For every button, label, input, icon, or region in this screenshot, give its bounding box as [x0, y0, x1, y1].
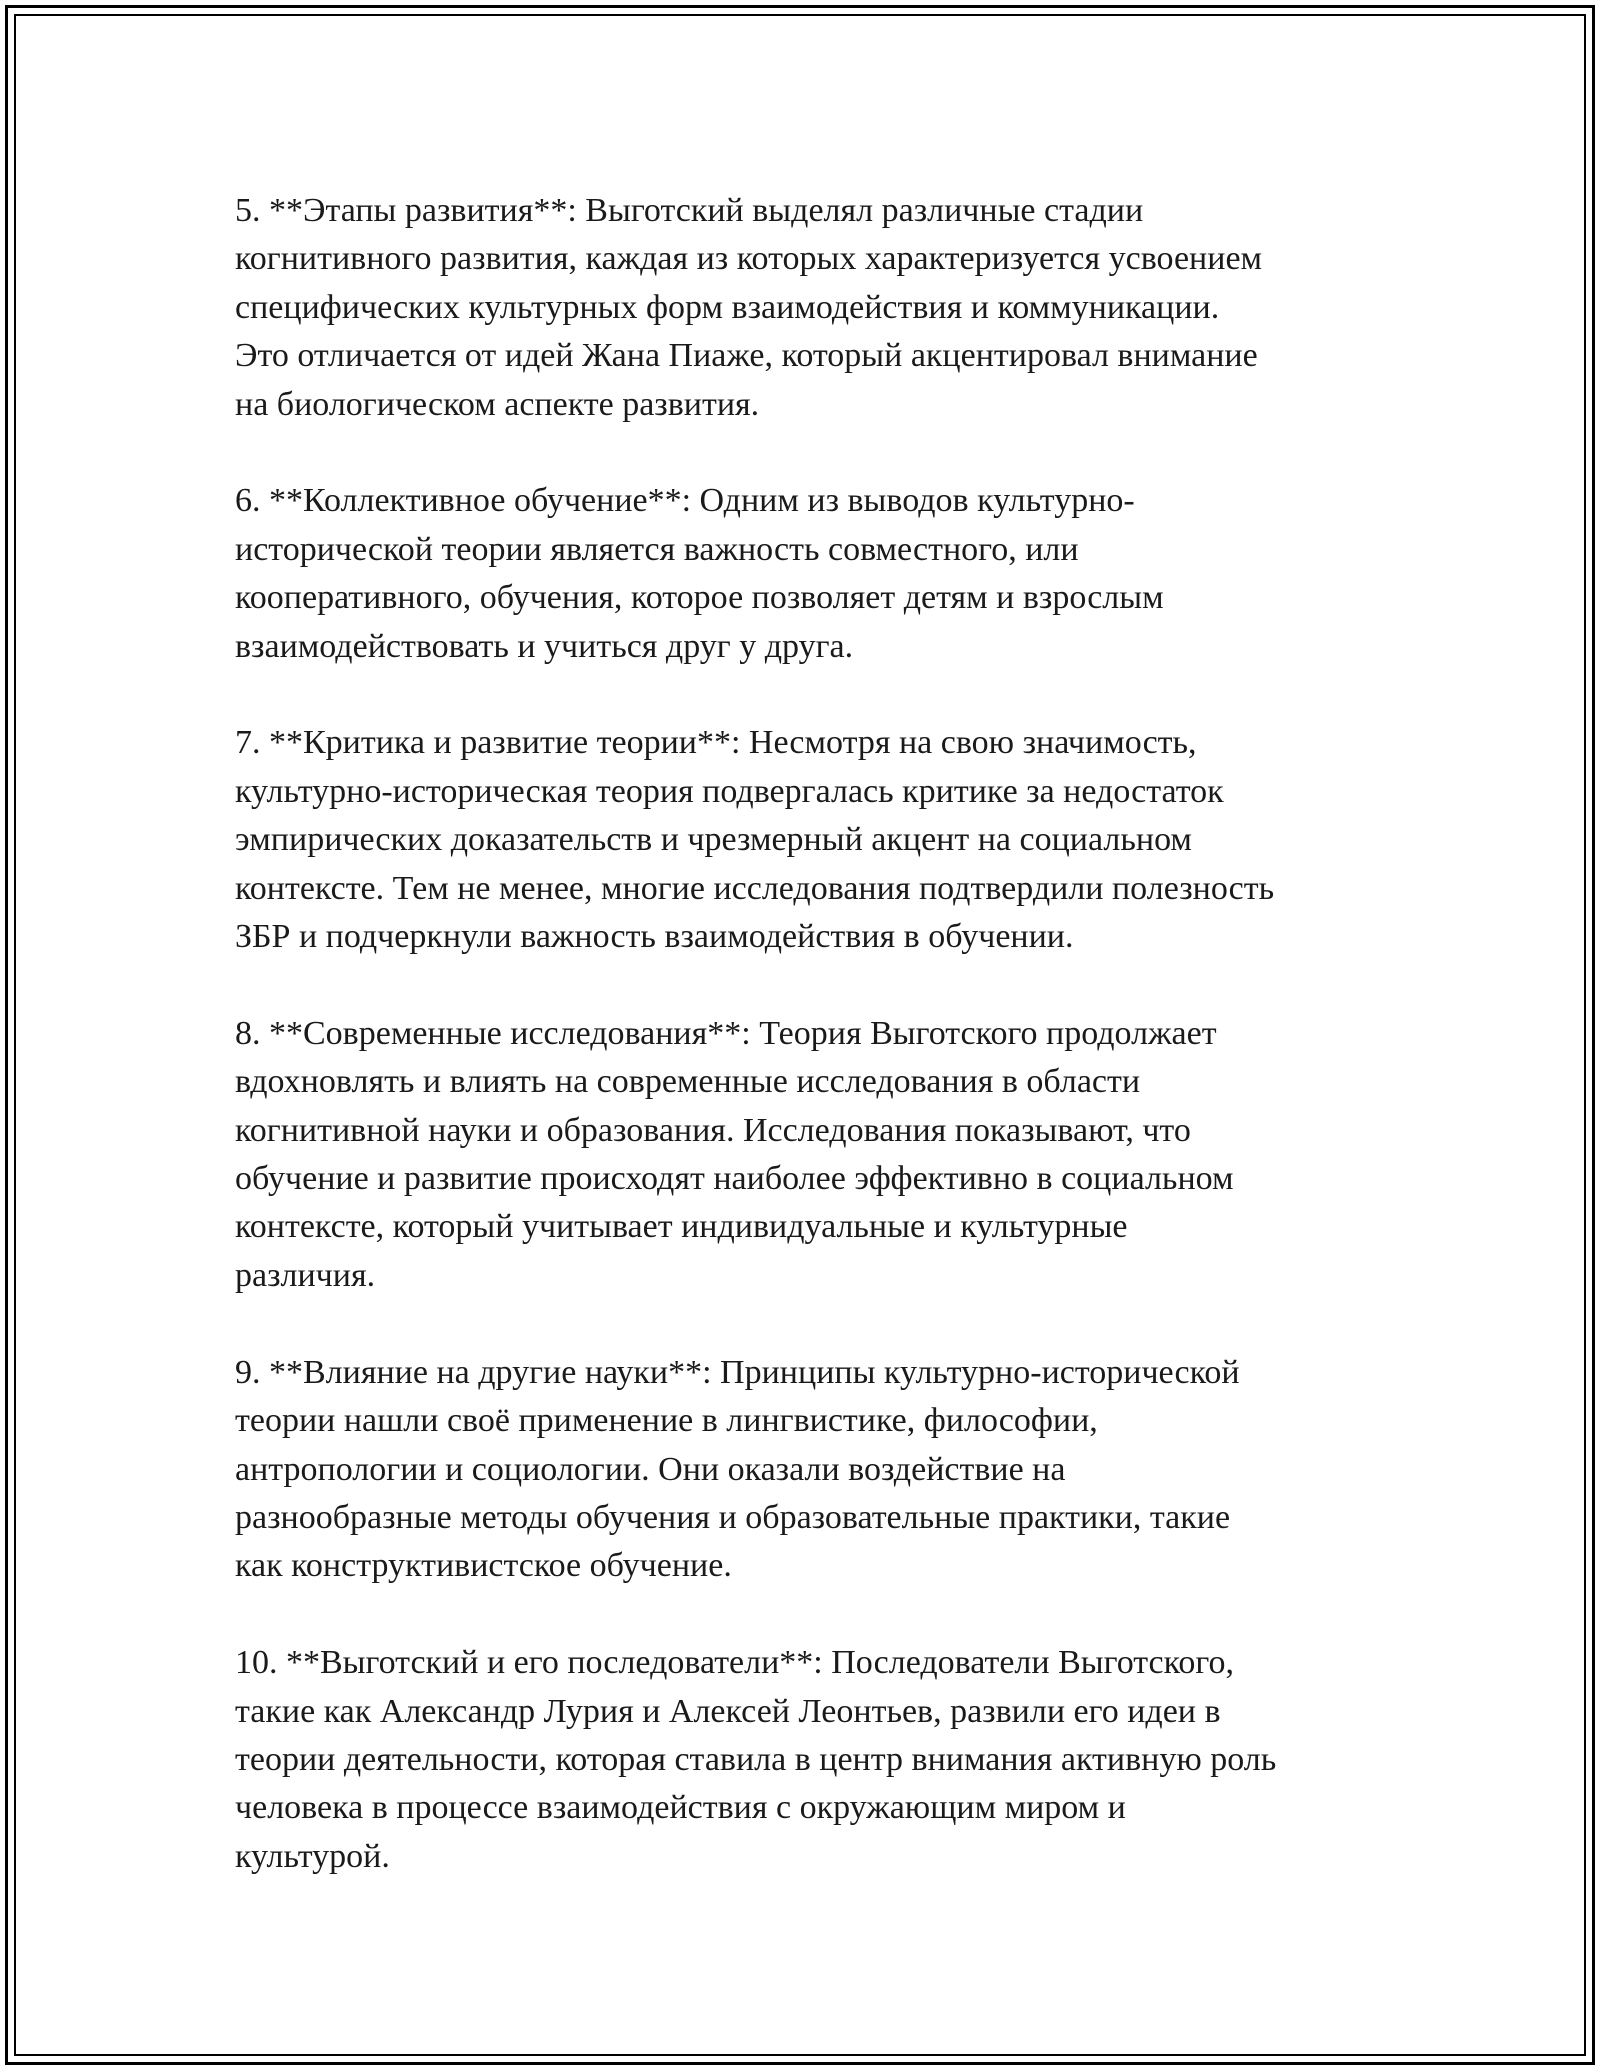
paragraph-influence-on-other-sciences: 9. **Влияние на другие науки**: Принципы культурно-исторической теории нашли своё применение в лингвистике, философии, антропологии и социологии. Они оказали воздействие на разнообразные методы обучения и образовательные практики, такие как конструктивистское обучение. [235, 1353, 1240, 1585]
paragraph-stages-of-development: 5. **Этапы развития**: Выготский выделял различные стадии когнитивного развития, каждая из которых характеризуется усвоением специфических культурных форм взаимодействия и коммуникации. Это отличается от идей Жана Пиаже, который акцентировал внимание на биологическом аспекте развития. [235, 192, 1263, 423]
paragraph-criticism-and-development: 7. **Критика и развитие теории**: Несмотря на свою значимость, культурно-историческая теория подвергалась критике за недостаток эмпирических доказательств и чрезмерный акцент на социальном контексте. Тем не менее, многие исследования подтвердили полезность ЗБР и подчеркнули важность взаимодействия в обучении. [235, 724, 1275, 956]
paragraph-modern-research: 8. **Современные исследования**: Теория Выготского продолжает вдохновлять и влиять на современные исследования в области когнитивной науки и образования. Исследования показывают, что обучение и развитие происходят наиболее эффективно в социальном контексте, который учитывает индивидуальные и культурные различия. [235, 1014, 1234, 1294]
paragraph-vygotsky-followers: 10. **Выготский и его последователи**: Последователи Выготского, такие как Александр Лурия и Алексей Леонтьев, развили его идеи в теории деятельности, которая ставила в центр внимания активную роль человека в процессе взаимодействия с окружающим миром и культурой. [235, 1644, 1277, 1875]
document-body [235, 187, 1385, 1930]
paragraph-collective-learning: 6. **Коллективное обучение**: Одним из выводов культурно- исторической теории является важность совместного, или кооперативного, обучения, которое позволяет детям и взрослым взаимодействовать и учиться друг у друга. [235, 482, 1164, 665]
